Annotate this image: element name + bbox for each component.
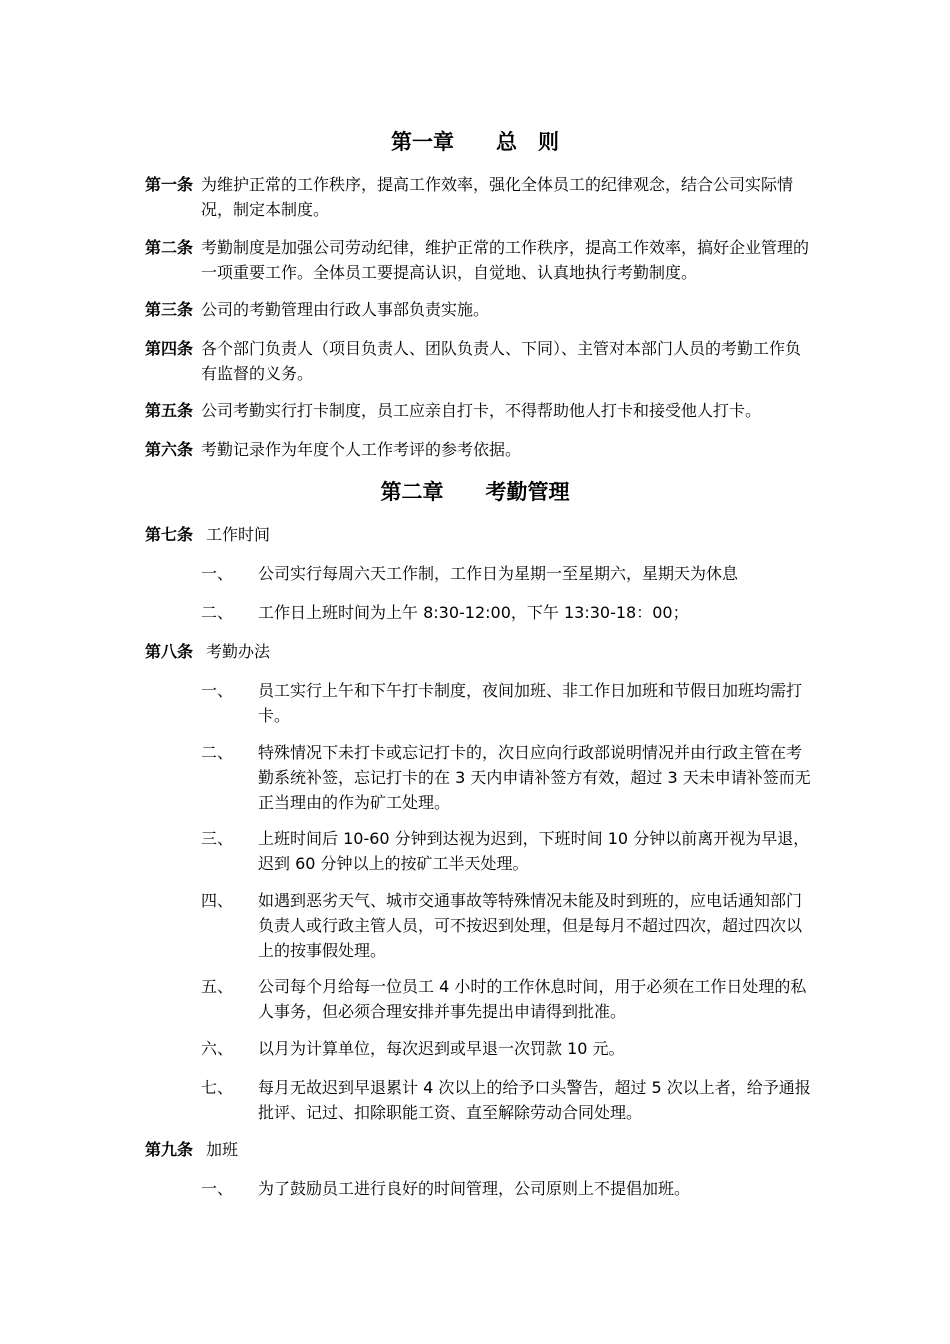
item-text: 特殊情况下未打卡或忘记打卡的，次日应向行政部说明情况并由行政主管在考勤系统补签，忘记打卡的在 3 天内申请补签方有效，超过 3 天未申请补签而无正当理由的作为矿工处理。 [258, 743, 811, 812]
item-text: 以月为计算单位，每次迟到或早退一次罚款 10 元。 [258, 1039, 625, 1058]
item-number: 三、 [201, 829, 234, 848]
item-text: 工作日上班时间为上午 8:30-12:00，下午 13:30-18：00； [258, 603, 689, 622]
item-number: 一、 [201, 681, 234, 700]
article-1 [145, 172, 815, 222]
article-3 [145, 297, 815, 322]
article-label: 第二条 [145, 238, 194, 257]
item-number: 一、 [201, 1179, 234, 1198]
article-text: 公司考勤实行打卡制度，员工应亲自打卡，不得帮助他人打卡和接受他人打卡。 [201, 401, 762, 420]
article-label: 第六条 [145, 440, 194, 459]
list-item [201, 1176, 813, 1201]
article-text: 各个部门负责人（项目负责人、团队负责人、下同）、主管对本部门人员的考勤工作负有监督的义务。 [201, 339, 802, 383]
article-text: 公司的考勤管理由行政人事部负责实施。 [201, 300, 490, 319]
chapter-title: 第一章 总 则 [391, 130, 559, 154]
article-text: 考勤制度是加强公司劳动纪律，维护正常的工作秩序，提高工作效率，搞好企业管理的一项重要工作。全体员工要提高认识，自觉地、认真地执行考勤制度。 [201, 238, 810, 282]
article-8 [145, 639, 815, 664]
item-text: 公司实行每周六天工作制，工作日为星期一至星期六，星期天为休息 [258, 564, 739, 583]
list-item [201, 1036, 813, 1061]
item-text: 上班时间后 10-60 分钟到达视为迟到，下班时间 10 分钟以前离开视为早退，迟到 60 分钟以上的按矿工半天处理。 [258, 829, 810, 873]
chapter-title: 第二章 考勤管理 [380, 480, 570, 504]
list-item [201, 600, 813, 625]
item-number: 五、 [201, 977, 234, 996]
article-label: 第四条 [145, 339, 194, 358]
item-number: 七、 [201, 1078, 234, 1097]
article-label: 第五条 [145, 401, 194, 420]
item-text: 每月无故迟到早退累计 4 次以上的给予口头警告，超过 5 次以上者，给予通报批评、记过、扣除职能工资、直至解除劳动合同处理。 [258, 1078, 811, 1122]
article-4 [145, 336, 815, 386]
article-text: 工作时间 [206, 525, 271, 544]
article-text: 加班 [206, 1140, 239, 1159]
list-item [201, 561, 813, 586]
article-text: 考勤办法 [206, 642, 271, 661]
list-item [201, 678, 813, 728]
article-9 [145, 1137, 815, 1162]
item-text: 公司每个月给每一位员工 4 小时的工作休息时间，用于必须在工作日处理的私人事务，但必须合理安排并事先提出申请得到批准。 [258, 977, 807, 1021]
item-text: 为了鼓励员工进行良好的时间管理，公司原则上不提倡加班。 [258, 1179, 691, 1198]
article-7 [145, 522, 815, 547]
item-number: 二、 [201, 743, 234, 762]
article-label: 第七条 [145, 525, 194, 544]
list-item [201, 1075, 813, 1125]
item-number: 一、 [201, 564, 234, 583]
list-item [201, 888, 813, 963]
list-item [201, 826, 813, 876]
item-text: 如遇到恶劣天气、城市交通事故等特殊情况未能及时到班的，应电话通知部门负责人或行政主管人员，可不按迟到处理，但是每月不超过四次，超过四次以上的按事假处理。 [258, 891, 803, 960]
article-6 [145, 437, 815, 462]
list-item [201, 740, 813, 815]
article-label: 第八条 [145, 642, 194, 661]
item-text: 员工实行上午和下午打卡制度，夜间加班、非工作日加班和节假日加班均需打卡。 [258, 681, 803, 725]
item-number: 四、 [201, 891, 234, 910]
item-number: 二、 [201, 603, 234, 622]
item-number: 六、 [201, 1039, 234, 1058]
article-text: 为维护正常的工作秩序，提高工作效率，强化全体员工的纪律观念，结合公司实际情况，制定本制度。 [201, 175, 794, 219]
list-item [201, 974, 813, 1024]
article-5 [145, 398, 815, 423]
article-2 [145, 235, 815, 285]
article-label: 第九条 [145, 1140, 194, 1159]
article-text: 考勤记录作为年度个人工作考评的参考依据。 [201, 440, 522, 459]
article-label: 第三条 [145, 300, 194, 319]
article-label: 第一条 [145, 175, 194, 194]
